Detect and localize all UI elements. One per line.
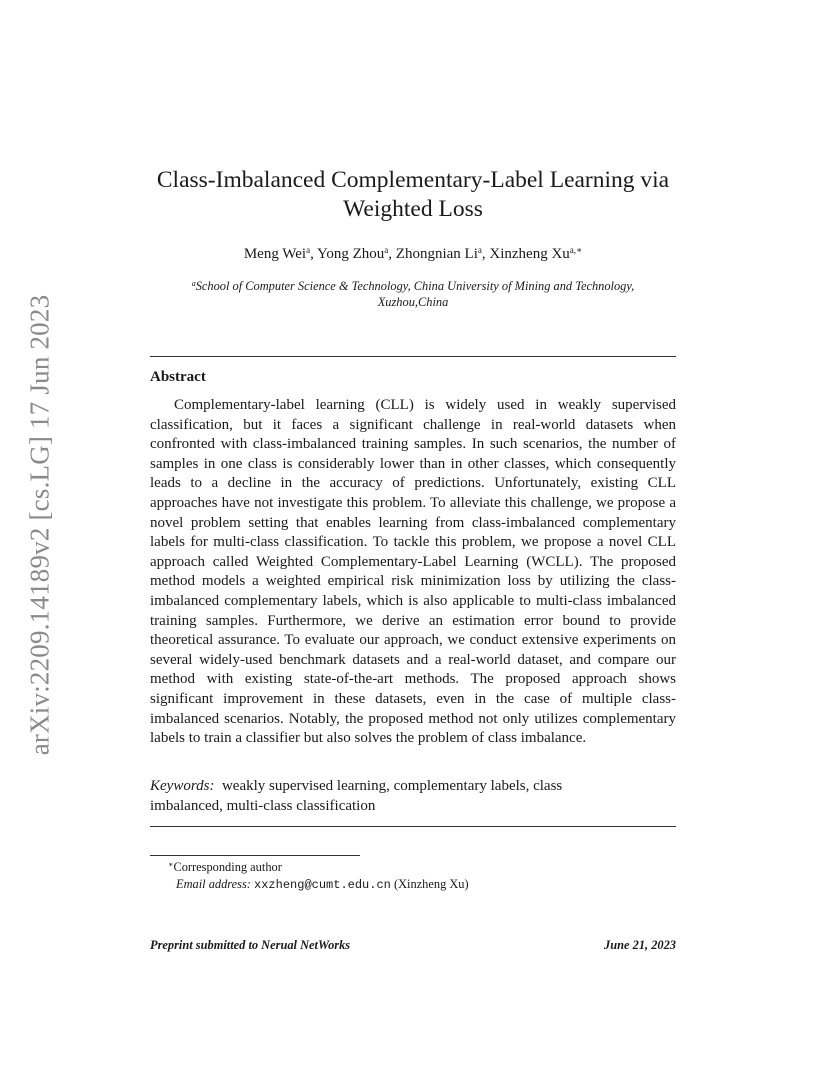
abstract-heading: Abstract bbox=[150, 369, 206, 385]
abstract-bottom-rule bbox=[150, 826, 676, 827]
author-name: Zhongnian Li bbox=[395, 246, 478, 262]
footnote-corresponding bbox=[168, 859, 282, 875]
footnote-email bbox=[176, 876, 469, 893]
author-list: Meng Wei$^a$, Yong Zhou$^a$, Zhongnian Li$^a$, Xinzheng $Xu^{a,∗}$ bbox=[243, 245, 583, 262]
abstract-top-rule bbox=[150, 356, 676, 357]
footnote-corresponding-text: Corresponding author bbox=[173, 860, 282, 874]
affiliation-marker: a bbox=[191, 279, 196, 288]
affiliation-line1: School of Computer Science & Technology, China University of Mining and Technology, bbox=[195, 279, 635, 293]
author-affiliation-marker: a,∗ bbox=[569, 245, 583, 255]
paper-title-line1: Class-Imbalanced Complementary-Label Learning via bbox=[156, 167, 670, 193]
author-affiliation-marker: a bbox=[384, 245, 389, 255]
keywords bbox=[150, 777, 620, 816]
paper-title-line2: Weighted Loss bbox=[343, 196, 483, 222]
footer-preprint-note: Preprint submitted to Nerual NetWorks bbox=[150, 938, 351, 952]
author-name: Yong Zhou bbox=[317, 246, 385, 262]
author-name: Xinzheng Xu bbox=[489, 246, 570, 262]
affiliation bbox=[150, 278, 676, 310]
arxiv-identifier-stamp: arXiv:2209.14189v2 [cs.LG] 17 Jun 2023 bbox=[24, 294, 55, 756]
author-affiliation-marker: a bbox=[477, 245, 482, 255]
footnote-rule bbox=[150, 855, 360, 856]
affiliation-line2: Xuzhou,China bbox=[377, 295, 449, 309]
email-address-link[interactable]: xxzheng@cumt.edu.cn bbox=[254, 878, 391, 892]
email-label: Email address: bbox=[176, 877, 251, 891]
footnote-marker: ∗ bbox=[168, 860, 174, 869]
email-owner: (Xinzheng Xu) bbox=[393, 877, 469, 891]
keywords-label: Keywords: bbox=[150, 778, 215, 794]
author-affiliation-marker: a bbox=[306, 245, 311, 255]
paper-title bbox=[150, 166, 676, 224]
keywords-text: weakly supervised learning, complementary labels, class imbalanced, multi-class classification bbox=[150, 778, 563, 814]
abstract-text: Complementary-label learning (CLL) is widely used in weakly supervised classification, but it faces a significant challenge in real-world datasets when confronted with class-imbalanced training samples. In such scenarios, the number of samples in one class is considerably lower than in other classes, which consequently leads to a decline in the accuracy of predictions. Unfortunately, existing CLL approaches have not investigate this problem. To alleviate this challenge, we propose a novel problem setting that enables learning from class-imbalanced complementary labels for multi-class classification. To tackle this problem, we propose a novel CLL approach called Weighted Complementary-Label Learning (WCLL). The proposed method models a weighted empirical risk minimization loss by utilizing the class-imbalanced complementary labels, which is also applicable to multi-class imbalanced training samples. Furthermore, we derive an estimation error bound to provide theoretical assurance. To evaluate our approach, we conduct extensive experiments on several widely-used benchmark datasets and a real-world dataset, and compare our method with existing state-of-the-art methods. The proposed approach shows significant improvement in these datasets, even in the case of multiple class-imbalanced scenarios. Notably, the proposed method not only utilizes complementary labels to train a classifier but also solves the problem of class imbalance. bbox=[150, 397, 676, 747]
footer-date: June 21, 2023 bbox=[604, 938, 676, 952]
author-name: Meng Wei bbox=[243, 246, 307, 262]
